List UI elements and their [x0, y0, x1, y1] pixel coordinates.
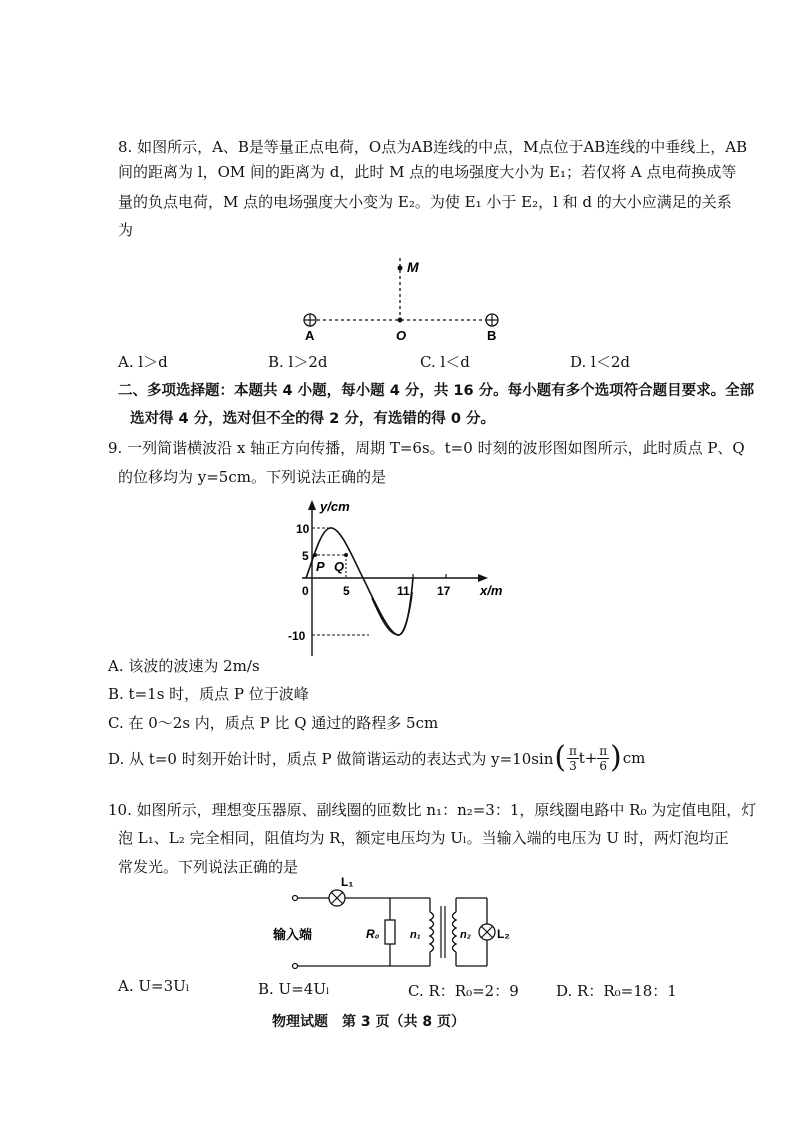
label-input: 输入端 — [273, 927, 313, 942]
q9-option-c: C. 在 0～2s 内，质点 P 比 Q 通过的路程多 5cm — [108, 714, 439, 732]
secondary-coil — [453, 912, 457, 952]
ytick-10: 10 — [296, 522, 310, 536]
q9-line-2: 的位移均为 y=5cm。下列说法正确的是 — [118, 468, 386, 486]
fraction-pi-over-6 — [597, 744, 609, 773]
fraction-pi-over-3 — [567, 744, 579, 773]
q8-line-1: 8. 如图所示，A、B是等量正点电荷，O点为AB连线的中点，M点位于AB连线的中垂线上，AB — [118, 138, 748, 156]
q10-line-2: 泡 L₁、L₂ 完全相同，阻值均为 R，额定电压均为 Uₗ。当输入端的电压为 U 时，两灯泡均正 — [118, 829, 729, 847]
paren-left: ( — [554, 740, 567, 775]
q10-option-c: C. R：R₀=2：9 — [408, 982, 519, 1000]
q8-option-a: A. l＞d — [118, 353, 168, 371]
xtick-17: 17 — [437, 584, 451, 598]
input-terminal-bottom — [293, 964, 298, 969]
label-n1: n₁ — [410, 929, 421, 941]
frac2-den: 6 — [599, 758, 607, 773]
input-terminal-top — [293, 896, 298, 901]
label-p: P — [316, 559, 325, 574]
label-o: O — [396, 328, 407, 343]
label-l1: L₁ — [341, 876, 354, 889]
label-l2: L₂ — [497, 927, 510, 941]
label-q: Q — [334, 559, 345, 574]
q9-option-d-suffix: cm — [622, 749, 646, 767]
ytick-neg10: -10 — [288, 629, 306, 643]
q8-option-d: D. l＜2d — [570, 353, 630, 371]
q9-option-d-prefix: D. 从 t=0 时刻开始计时，质点 P 做简谐运动的表达式为 y=10sin — [108, 749, 554, 768]
point-o — [398, 318, 403, 323]
q9-line-1: 9. 一列简谐横波沿 x 轴正方向传播，周期 T=6s。t=0 时刻的波形图如图所示，此时质点 P、Q — [108, 439, 745, 457]
section2-heading-line-2: 选对得 4 分，选对但不全的得 2 分，有选错的得 0 分。 — [130, 411, 496, 427]
q10-option-a: A. U=3Uₗ — [118, 977, 190, 995]
xtick-11: 11 — [397, 584, 410, 598]
x-axis-arrow — [478, 574, 488, 582]
x-axis-label: x/m — [480, 583, 503, 598]
xtick-5: 5 — [343, 584, 350, 598]
label-m: M — [407, 259, 419, 275]
q8-line-4: 为 — [118, 221, 134, 239]
q8-option-c: C. l＜d — [420, 353, 470, 371]
q9-option-b: B. t=1s 时，质点 P 位于波峰 — [108, 685, 309, 703]
q8-option-b: B. l＞2d — [268, 353, 328, 371]
y-axis-arrow — [308, 500, 316, 510]
page-footer: 物理试题 第 3 页（共 8 页） — [272, 1014, 465, 1030]
paren-right: ) — [610, 740, 622, 775]
q9-option-a: A. 该波的波速为 2m/s — [108, 657, 260, 675]
y-axis-label: y/cm — [320, 499, 350, 514]
frac1-den: 3 — [569, 758, 577, 773]
xtick-0: 0 — [302, 584, 309, 598]
ytick-5: 5 — [302, 549, 309, 563]
frac1-num: π — [568, 743, 577, 758]
label-n2: n₂ — [460, 929, 471, 941]
label-r0: R₀ — [366, 927, 380, 941]
q10-option-b: B. U=4Uₗ — [258, 980, 330, 998]
point-m — [398, 266, 403, 271]
q10-option-d: D. R：R₀=18：1 — [556, 982, 677, 1000]
q8-line-2: 间的距离为 l，OM 间的距离为 d，此时 M 点的电场强度大小为 E₁；若仅将 A 点电荷换成等 — [118, 163, 737, 181]
resistor-r0 — [385, 920, 395, 944]
q8-charge-diagram — [290, 250, 520, 345]
primary-coil — [430, 912, 434, 952]
point-p — [313, 553, 317, 557]
label-a: A — [305, 328, 315, 343]
label-b: B — [487, 328, 497, 343]
section2-heading-line-1: 二、多项选择题：本题共 4 小题，每小题 4 分，共 16 分。每小题有多个选项符合题目要求。全部 — [118, 383, 755, 399]
q9-wave-graph — [282, 498, 512, 660]
frac2-num: π — [599, 743, 608, 758]
q8-line-3: 量的负点电荷，M 点的电场强度大小变为 E₂。为使 E₁ 小于 E₂，l 和 d 的大小应满足的关系 — [118, 193, 732, 211]
q9-option-d-mid: t+ — [578, 749, 598, 767]
point-q — [344, 553, 348, 557]
q10-line-3: 常发光。下列说法正确的是 — [118, 858, 299, 876]
q9-option-d — [108, 740, 645, 776]
q10-transformer-circuit — [265, 876, 525, 976]
q10-line-1: 10. 如图所示，理想变压器原、副线圈的匝数比 n₁：n₂=3：1，原线圈电路中 R₀ 为定值电阻，灯 — [108, 801, 757, 819]
wave-curve — [306, 528, 412, 635]
